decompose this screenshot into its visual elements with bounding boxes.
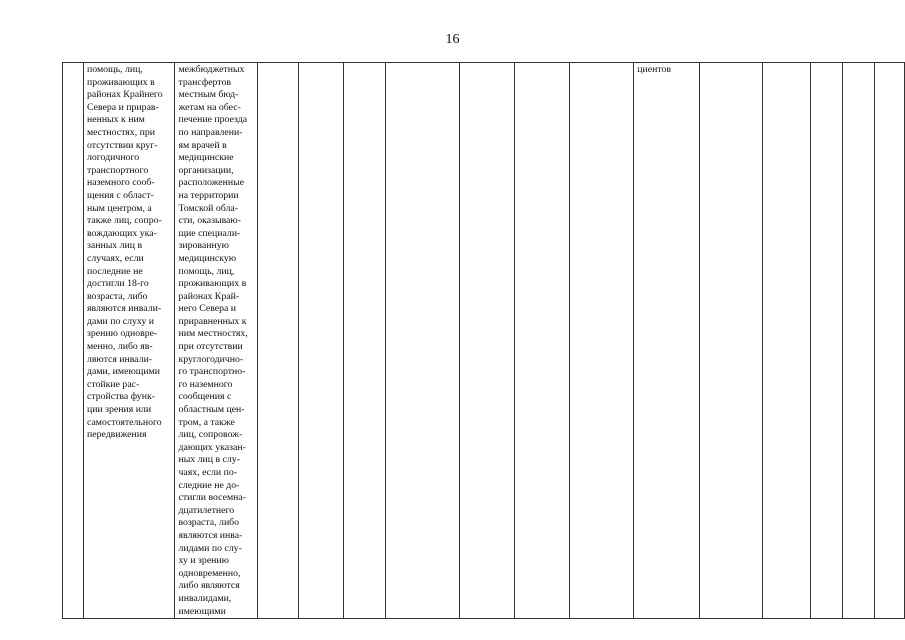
table-cell-col12 <box>700 63 763 619</box>
table-cell-col7 <box>385 63 459 619</box>
table-cell-col14 <box>811 63 842 619</box>
document-table <box>62 62 905 619</box>
table-cell-col8 <box>459 63 514 619</box>
table-cell-col4 <box>258 63 299 619</box>
table-cell-col9 <box>515 63 569 619</box>
table-cell-col3 <box>175 63 258 619</box>
table-cell-col2 <box>83 63 175 619</box>
table-cell-col10 <box>569 63 634 619</box>
cell-text-col3: межбюджетных трансфертов местным бюд- жетам на обес- печение проезда по направлени- ям врачей в медицинские организации, расположенные на территории Томской обла- сти, оказываю- щие специали- зированную медицинскую помощь, лиц, проживающих в районах Край- него Севера и приравненных к ним местностях, при отсутствии круглогодично- го транспортно- го наземного сообщения с областным цен- тром, а также лиц, сопровож- дающих указан- ных лиц в слу- чаях, если по- следние не до- стигли восемна- дцатилетнего возраста, либо являются инва- лидами по слу- ху и зрению одновременно, либо являются инвалидами, имеющими <box>178 64 248 617</box>
table-cell-col16 <box>875 63 905 619</box>
page-number: 16 <box>445 32 460 47</box>
table-cell-col11 <box>634 63 700 619</box>
table-cell-col6 <box>343 63 385 619</box>
cell-text-col2: помощь, лиц, проживающих в районах Крайнего Севера и прирав- ненных к ним местностях, при отсутствии круг- логодичного транспортного наземного сооб- щения с област- ным центром, а также лиц, сопро- вождающих ука- занных лиц в случаях, если последние не достигли 18-го возраста, либо являются инвали- дами по слуху и зрению одновре- менно, либо яв- ляются инвали- дами, имеющими стойкие рас- стройства функ- ции зрения или самостоятельного передвижения <box>86 64 163 441</box>
table-cell-col5 <box>298 63 343 619</box>
table-cell-col13 <box>762 63 811 619</box>
table-cell-col15 <box>842 63 874 619</box>
cell-text-col11: циентов <box>637 64 672 75</box>
table-row <box>63 63 905 619</box>
table-cell-col1 <box>63 63 84 619</box>
